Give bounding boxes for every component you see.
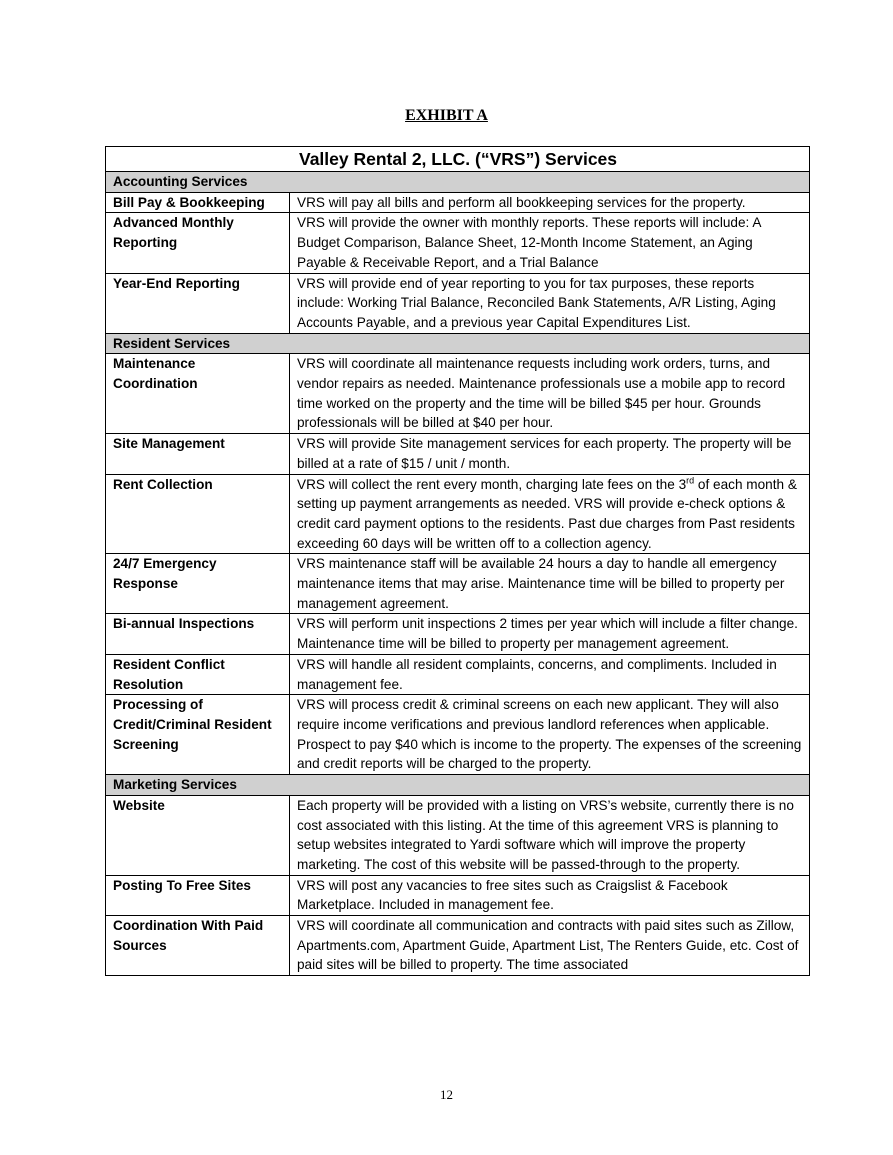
table-row [106, 273, 810, 333]
desc-text: of each month & setting up payment arrangements as needed. VRS will provide e-check options & credit card payment options to the residents. Past due charges from Past residents exceeding 60 days will be written off to a collection agency. [297, 476, 797, 551]
service-description [290, 474, 810, 554]
service-description: Each property will be provided with a listing on VRS’s website, currently there is no cost associated with this listing. At the time of this agreement VRS is planning to setup websites integrated to Yardi software which will improve the property marketing. The cost of this website will be passed-through to the property. [290, 795, 810, 875]
service-description: VRS will provide Site management services for each property. The property will be billed at a rate of $15 / unit / month. [290, 434, 810, 474]
service-name: Website [106, 795, 290, 875]
table-row [106, 695, 810, 775]
service-name: Maintenance Coordination [106, 354, 290, 434]
service-name: Advanced Monthly Reporting [106, 213, 290, 273]
service-name: Coordination With Paid Sources [106, 916, 290, 976]
table-row [106, 213, 810, 273]
exhibit-title: EXHIBIT A [405, 107, 488, 124]
table-row [106, 875, 810, 915]
section-header-row [106, 333, 810, 354]
page-number: 12 [440, 1087, 453, 1102]
service-description: VRS will process credit & criminal screens on each new applicant. They will also require income verifications and previous landlord references when applicable. Prospect to pay $40 which is income to the property. The expenses of the screening and credit reports will be charged to the property. [290, 695, 810, 775]
table-row [106, 795, 810, 875]
service-name: Rent Collection [106, 474, 290, 554]
service-name: Bill Pay & Bookkeeping [106, 192, 290, 213]
table-row [106, 614, 810, 654]
service-description: VRS will handle all resident complaints, concerns, and compliments. Included in management fee. [290, 654, 810, 694]
section-header-resident: Resident Services [106, 333, 810, 354]
services-table [105, 146, 810, 976]
service-name: Resident Conflict Resolution [106, 654, 290, 694]
table-row [106, 916, 810, 976]
service-description: VRS will provide the owner with monthly reports. These reports will include: A Budget Comparison, Balance Sheet, 12-Month Income Statement, an Aging Payable & Receivable Report, and a Trial Balance [290, 213, 810, 273]
table-title: Valley Rental 2, LLC. (“VRS”) Services [106, 147, 810, 172]
service-name: 24/7 Emergency Response [106, 554, 290, 614]
service-description: VRS will provide end of year reporting to you for tax purposes, these reports include: Working Trial Balance, Reconciled Bank Statements, A/R Listing, Aging Accounts Payable, and a previous year Capital Expenditures List. [290, 273, 810, 333]
table-row [106, 354, 810, 434]
desc-text: VRS will collect the rent every month, charging late fees on the 3 [297, 476, 687, 492]
table-row [106, 474, 810, 554]
service-name: Posting To Free Sites [106, 875, 290, 915]
service-name: Processing of Credit/Criminal Resident Screening [106, 695, 290, 775]
ordinal-suffix: rd [686, 475, 695, 486]
section-header-accounting: Accounting Services [106, 172, 810, 193]
service-name: Year-End Reporting [106, 273, 290, 333]
service-description: VRS will pay all bills and perform all bookkeeping services for the property. [290, 192, 810, 213]
table-title-row [106, 147, 810, 172]
service-name: Site Management [106, 434, 290, 474]
section-header-row [106, 775, 810, 796]
table-row [106, 554, 810, 614]
service-description: VRS will perform unit inspections 2 times per year which will include a filter change. Maintenance time will be billed to property per management agreement. [290, 614, 810, 654]
service-description: VRS will coordinate all communication and contracts with paid sites such as Zillow, Apartments.com, Apartment Guide, Apartment List, The Renters Guide, etc. Cost of paid sites will be billed to property. The time associated [290, 916, 810, 976]
service-description: VRS will post any vacancies to free sites such as Craigslist & Facebook Marketplace. Included in management fee. [290, 875, 810, 915]
section-header-row [106, 172, 810, 193]
service-description: VRS will coordinate all maintenance requests including work orders, turns, and vendor repairs as needed. Maintenance professionals use a mobile app to record time worked on the property and the time will be billed $45 per hour. Grounds professionals will be billed at $40 per hour. [290, 354, 810, 434]
section-header-marketing: Marketing Services [106, 775, 810, 796]
table-row [106, 434, 810, 474]
table-row [106, 654, 810, 694]
service-description: VRS maintenance staff will be available 24 hours a day to handle all emergency maintenance items that may arise. Maintenance time will be billed to property per management agreement. [290, 554, 810, 614]
service-name: Bi-annual Inspections [106, 614, 290, 654]
table-row [106, 192, 810, 213]
